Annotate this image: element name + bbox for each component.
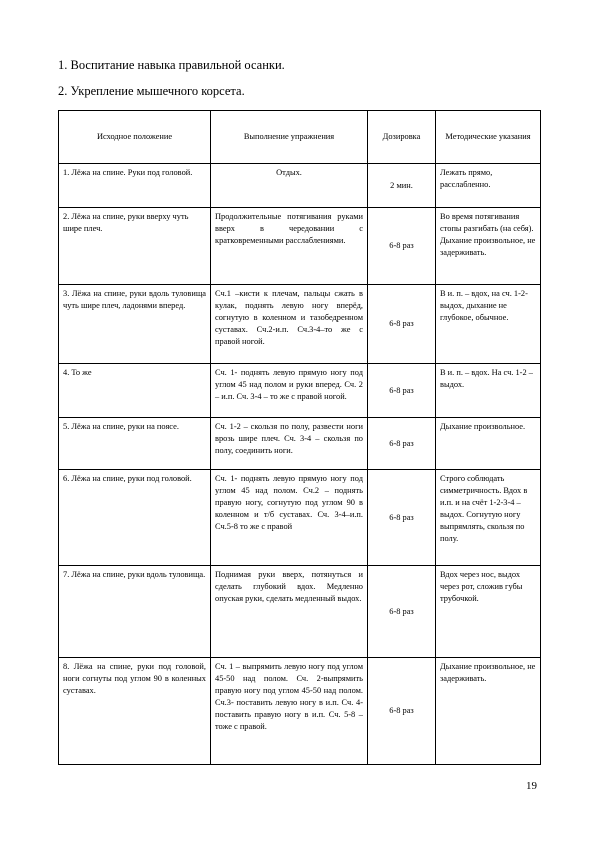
heading-posture: 1. Воспитание навыка правильной осанки. [58, 58, 285, 72]
cell-exercise: Сч. 1-2 – скользя по полу, развести ноги врозь шире плеч. Сч. 3-4 – скользя по полу, соединить ноги. [211, 418, 368, 470]
cell-notes: Дыхание произвольное. [436, 418, 541, 470]
heading-muscle-corset: 2. Укрепление мышечного корсета. [58, 84, 245, 98]
table-row [59, 364, 541, 418]
cell-notes: Дыхание произвольное, не задерживать. [436, 658, 541, 765]
cell-exercise: Продолжительные потягивания руками вверх в чередовании с кратковременными расслаблениями. [211, 208, 368, 285]
col-header-dosage: Дозировка [368, 111, 436, 164]
cell-start: 2. Лёжа на спине, руки вверху чуть шире плеч. [59, 208, 211, 285]
cell-dose: 2 мин. [368, 164, 436, 208]
table-row [59, 285, 541, 364]
col-header-method-notes: Методические указания [436, 111, 541, 164]
col-header-start-position: Исходное положение [59, 111, 211, 164]
cell-exercise: Сч. 1 – выпрямить левую ногу под углом 45-50 над полом. Сч. 2-выпрямить правую ногу под углом 45-50 над полом. Сч.3- поставить левую ногу в и.п. Сч. 4-поставить правую ногу в и.п. Сч. 5-8 – тоже с правой. [211, 658, 368, 765]
cell-notes: Во время потягивания стопы разгибать (на себя). Дыхание произвольное, не задерживать. [436, 208, 541, 285]
cell-start: 8. Лёжа на спине, руки под головой, ноги согнуты под углом 90 в коленных суставах. [59, 658, 211, 765]
cell-start: 4. То же [59, 364, 211, 418]
cell-notes: Вдох через нос, выдох через рот, сложив губы трубочкой. [436, 566, 541, 658]
cell-start: 7. Лёжа на спине, руки вдоль туловища. [59, 566, 211, 658]
table-row [59, 658, 541, 765]
page-number: 19 [526, 780, 537, 792]
table-row [59, 470, 541, 566]
cell-dose: 6-8 раз [368, 470, 436, 566]
table-row [59, 566, 541, 658]
cell-exercise: Сч. 1- поднять левую прямую ногу под углом 45 над полом. Сч.2 – поднять правую ногу, согнутую под углом 90 в коленном и т/б суставах. Сч. 3-4–и.п. Сч.5-8 то же с правой [211, 470, 368, 566]
cell-dose: 6-8 раз [368, 208, 436, 285]
cell-start: 3. Лёжа на спине, руки вдоль туловища чуть шире плеч, ладонями вперед. [59, 285, 211, 364]
table-row [59, 418, 541, 470]
table-header-row [59, 111, 541, 164]
cell-dose: 6-8 раз [368, 364, 436, 418]
cell-start: 6. Лёжа на спине, руки под головой. [59, 470, 211, 566]
cell-notes: В и. п. – вдох. На сч. 1-2 – выдох. [436, 364, 541, 418]
cell-exercise: Отдых. [211, 164, 368, 208]
cell-dose: 6-8 раз [368, 418, 436, 470]
cell-dose: 6-8 раз [368, 566, 436, 658]
cell-notes: В и. п. – вдох, на сч. 1-2- выдох, дыхание не глубокое, обычное. [436, 285, 541, 364]
table-row [59, 208, 541, 285]
cell-exercise: Сч. 1- поднять левую прямую ногу под углом 45 над полом и руки вперед. Сч. 2 – и.п. Сч. 3-4 – то же с правой ногой. [211, 364, 368, 418]
cell-exercise: Поднимая руки вверх, потянуться и сделать глубокий вдох. Медленно опуская руки, сделать медленный выдох. [211, 566, 368, 658]
cell-dose: 6-8 раз [368, 658, 436, 765]
cell-start: 5. Лёжа на спине, руки на поясе. [59, 418, 211, 470]
cell-notes: Строго соблюдать симметричность. Вдох в и.п. и на счёт 1-2-3-4 – выдох. Согнутую ногу выпрямлять, скользя по полу. [436, 470, 541, 566]
cell-exercise: Сч.1 –кисти к плечам, пальцы сжать в кулак, поднять левую ногу вперёд, согнутую в коленном и тазобедренном суставах. Сч.2-и.п. Сч.3-4–то же с правой ногой. [211, 285, 368, 364]
table-row [59, 164, 541, 208]
col-header-exercise: Выполнение упражнения [211, 111, 368, 164]
cell-notes: Лежать прямо, расслабленно. [436, 164, 541, 208]
exercise-table [58, 110, 541, 765]
cell-dose: 6-8 раз [368, 285, 436, 364]
cell-start: 1. Лёжа на спине. Руки под головой. [59, 164, 211, 208]
